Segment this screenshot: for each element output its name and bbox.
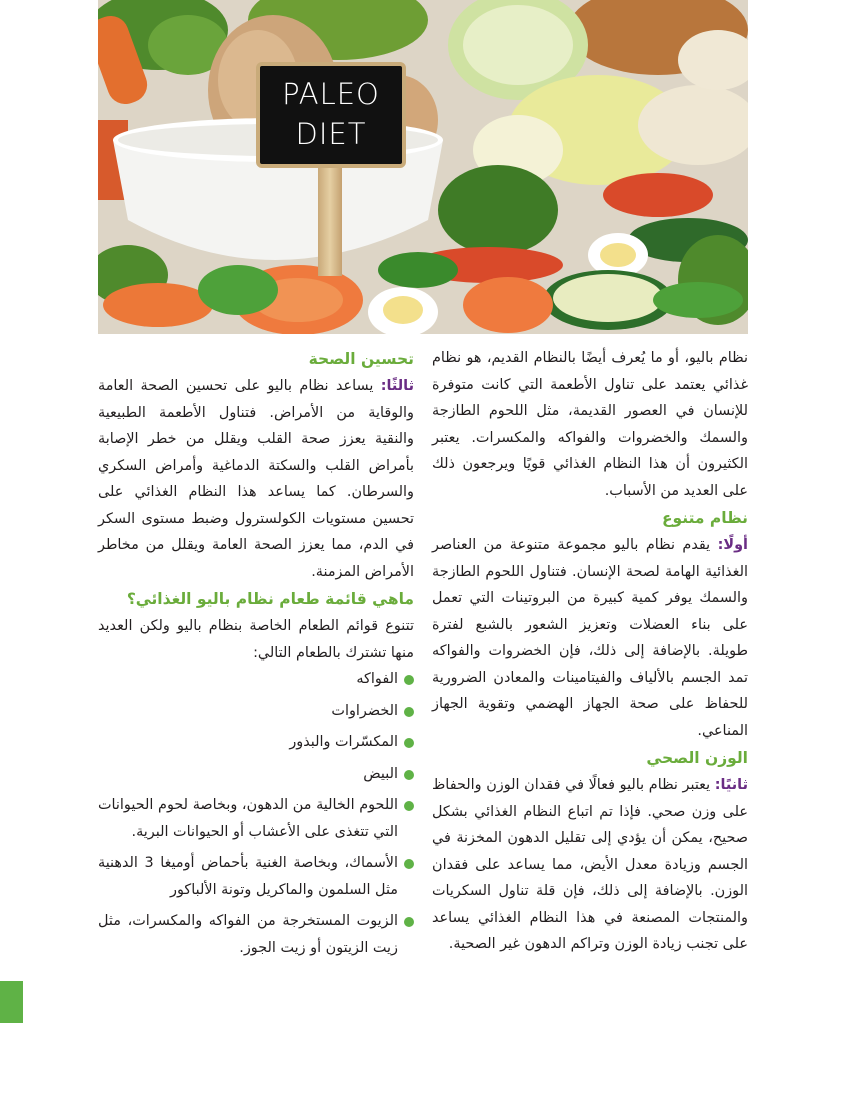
section2-text: يعتبر نظام باليو فعالًا في فقدان الوزن والحفاظ على وزن صحي. فإذا تم اتباع النظام الغذائي بشكل صحيح، يمكن أن يؤدي إلى تقليل الدهون المخزنة في الجسم وزيادة معدل الأيض، مما يساعد على فقدان الوزن. بالإضافة إلى ذلك، فإن قلة تناول السكريات والمنتجات المصنعة في هذا النظام الغذائي يساعد على تجنب زيادة الوزن وتراكم الدهون غير الصحية. (432, 777, 748, 952)
sign-line-1: PALEO (282, 77, 380, 111)
paleo-diet-sign (256, 62, 406, 168)
section1-text: يقدم نظام باليو مجموعة متنوعة من العناصر الغذائية الهامة لصحة الإنسان. فتناول اللحوم الطازجة والسمك يوفر كمية كبيرة من البروتينات التي تعمل على بناء العضلات وتعزيز الشعور بالشبع لفترة طويلة. بالإضافة إلى ذلك، فإن الخضروات والفواكه تمد الجسم بالألياف والفيتامينات والمعادن الضرورية للحفاظ على صحة الجهاز الهضمي وتقوية الجهاز المناعي. (432, 537, 748, 739)
left-column (98, 345, 414, 966)
section2-paragraph (432, 772, 748, 958)
sign-line-2: DIET (295, 117, 367, 151)
right-column (432, 345, 748, 958)
list-item: البيض (98, 761, 414, 788)
section3-paragraph (98, 373, 414, 585)
list-item: الفواكه (98, 666, 414, 693)
section2-lead: ثانيًا: (714, 777, 748, 793)
section1-paragraph (432, 532, 748, 744)
section1-lead: أولًا: (717, 537, 748, 553)
hero-image (98, 0, 748, 334)
food-list (98, 666, 414, 961)
page-edge-tab (0, 981, 23, 1023)
intro-paragraph: نظام باليو، أو ما يُعرف أيضًا بالنظام القديم، هو نظام غذائي يعتمد على تناول الأطعمة التي كانت متوفرة للإنسان في العصور القديمة، مثل اللحوم الطازجة والسمك والخضروات والفواكه والمكسرات. يعتبر الكثيرون أن هذا النظام الغذائي قويًا ويرجعون ذلك على العديد من الأسباب. (432, 350, 748, 499)
section-heading-varied-system: نظام متنوع (661, 509, 748, 527)
section3-text: يساعد نظام باليو على تحسين الصحة العامة والوقاية من الأمراض. فتناول الأطعمة الطبيعية والنقية يعزز صحة القلب ويقلل من خطر الإصابة بأمراض القلب والسكتة الدماغية وأمراض السكري والسرطان. كما يساعد هذا النظام الغذائي على تحسين مستويات الكولسترول وضبط مستوى السكر في الدم، مما يعزز الصحة العامة ويقلل من مخاطر الأمراض المزمنة. (98, 378, 414, 580)
section-heading-improve-health: تحسين الصحة (308, 350, 414, 368)
list-item: اللحوم الخالية من الدهون، وبخاصة لحوم الحيوانات التي تتغذى على الأعشاب أو الحيوانات البرية. (98, 792, 414, 845)
vegetables-photo (98, 0, 748, 334)
list-item: الأسماك، وبخاصة الغنية بأحماض أوميغا 3 الدهنية مثل السلمون والماكريل وتونة الألباكور (98, 850, 414, 903)
section3-lead: ثالثًا: (380, 378, 414, 394)
section-heading-food-list: ماهي قائمة طعام نظام باليو الغذائي؟ (126, 590, 414, 608)
section4-intro: تتنوع قوائم الطعام الخاصة بنظام باليو ولكن العديد منها تشترك بالطعام التالي: (98, 618, 414, 661)
list-item: الخضراوات (98, 698, 414, 725)
sign-stick (318, 166, 342, 276)
section-heading-healthy-weight: الوزن الصحي (646, 749, 748, 767)
list-item: الزيوت المستخرجة من الفواكه والمكسرات، مثل زيت الزيتون أو زيت الجوز. (98, 908, 414, 961)
list-item: المكسّرات والبذور (98, 729, 414, 756)
